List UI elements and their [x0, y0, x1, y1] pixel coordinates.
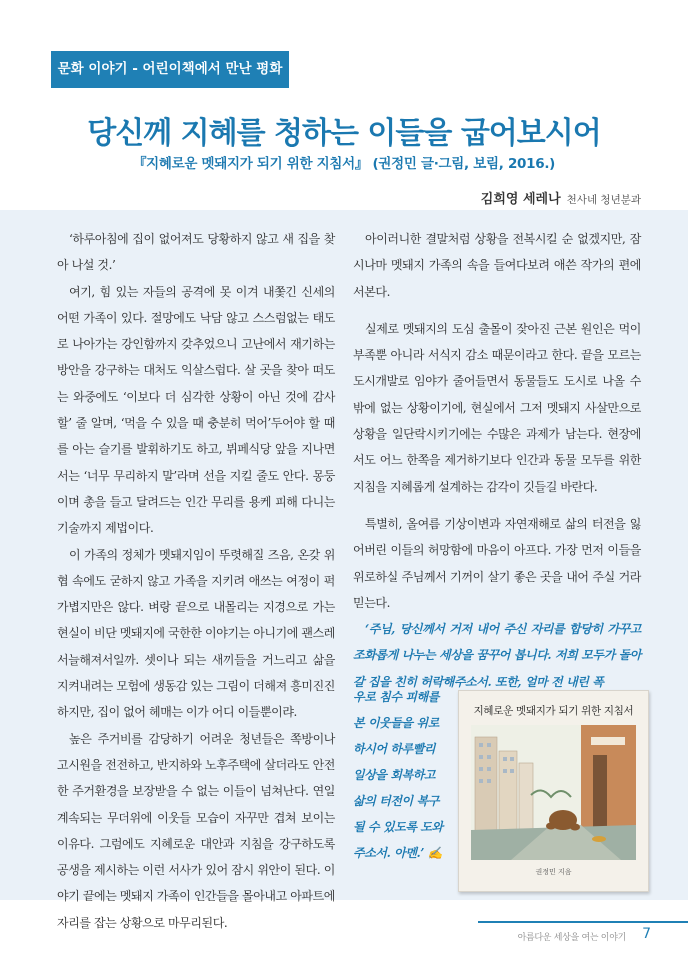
- paragraph: 아이러니한 결말처럼 상황을 전복시킬 순 없겠지만, 잠시나마 멧돼지 가족의 속을 들여다보려 애쓴 작가의 편에 서본다.: [353, 232, 641, 299]
- article-headline: 당신께 지혜를 청하는 이들을 굽어보시어: [87, 116, 601, 151]
- page-number: 7: [642, 926, 651, 942]
- prayer-text-continued: [353, 684, 450, 866]
- paragraph: 실제로 멧돼지의 도심 출몰이 잦아진 근본 원인은 먹이 부족뿐 아니라 서식지 감소 때문이라고 한다. 끝을 모르는 도시개발로 임야가 줄어들면서 동물들도 도시로 나올 수밖에 없는 상황이기에, 현실에서 그저 멧돼지 사살만으로 상황을 일단락시키기에는 수많은 과제가 남는다. 현장에서도 어느 한쪽을 제거하기보다 인간과 동물 모두를 위한 지침을 지혜롭게 설계하는 감각이 깃들길 바란다.: [353, 321, 641, 494]
- paragraph: 여기, 힘 있는 자들의 공격에 못 이겨 내쫓긴 신세의 어떤 가족이 있다. 절망에도 낙담 않고 스스럼없는 태도로 나아가는 강인함까지 갖추었으니 고난에서 재기하는 방안을 강구하는 대처도 익살스럽다. 살 곳을 찾아 떠도는 와중에도 ‘이보다 더 심각한 상황이 아닌 것에 감사할’ 줄 알며, ‘먹을 수 있을 때 충분히 먹어’두어야 할 때를 아는 슬기를 발휘하기도 하고, 뷔페식당 앞을 지나면서는 ‘너무 무리하지 말’라며 선을 지킬 줄도 안다. 몽둥이며 총을 들고 달려드는 인간 무리를 용케 피해 다니는 기술까지 제법이다.: [57, 284, 335, 536]
- book-cover-author: 권정민 지음: [535, 868, 572, 876]
- prayer-text: ‘주님, 당신께서 거저 내어 주신 자리를 합당히 가꾸고 조화롭게 나누는 세상을 꿈꾸어 봅니다. 저희 모두가 돌아갈 집을 친히 허락해주소서. 또한, 얼마 전 내린 폭: [353, 622, 641, 689]
- author-name: 김희영 세레나: [480, 192, 561, 207]
- book-reference: 『지혜로운 멧돼지가 되기 위한 지침서』 (권정민 글·그림, 보림, 2016.): [132, 156, 556, 172]
- paragraph: ‘하루아침에 집이 없어져도 당황하지 않고 새 집을 찾아 나설 것.’: [57, 232, 335, 273]
- right-column: [353, 226, 641, 695]
- footer-rule: [478, 921, 688, 923]
- book-cover-illustration: [471, 725, 636, 860]
- footer-title: 아름다운 세상을 여는 이야기: [517, 933, 626, 943]
- paragraph: 높은 주거비를 감당하기 어려운 청년들은 쪽방이나 고시원을 전전하고, 반지하와 노후주택에 살더라도 안전한 주거환경을 보장받을 수 없는 이들이 넘쳐난다. 연일 계속되는 무더위에 이웃들 모습이 자꾸만 겹쳐 보이는 이유다. 그럼에도 지혜로운 대안과 지침을 강구하도록 공생을 제시하는 이런 서사가 있어 잠시 위안이 된다. 이야기 끝에는 멧돼지 가족이 인간들을 몰아내고 아파트에 자리를 잡는 상황으로 마무리된다.: [57, 731, 335, 930]
- praying-hands-icon: ✍: [427, 846, 443, 860]
- paragraph: 이 가족의 정체가 멧돼지임이 뚜렷해질 즈음, 온갖 위협 속에도 굳하지 않고 가족을 지키려 애쓰는 여정이 퍽 가볍지만은 않다. 벼랑 끝으로 내몰리는 지경으로 가는 현실이 비단 멧돼지에 국한한 이야기는 아니기에 괜스레 서늘해져서일까. 셋이나 되는 새끼들을 거느리고 삶을 지켜내려는 모험에 생동감 있는 그림이 더해져 흥미진진하지만, 집이 없어 헤매는 이가 어디 이들뿐이랴.: [57, 547, 335, 720]
- prayer-side-text: 우로 침수 피해를 본 이웃들을 위로하시어 하루빨리 일상을 회복하고 삶의 터전이 복구될 수 있도록 도와주소서. 아멘.’: [353, 690, 443, 860]
- section-tag: 문화 이야기 - 어린이책에서 만난 평화: [51, 51, 289, 88]
- author-affiliation: 천사네 청년분과: [566, 194, 641, 206]
- book-cover-image: [458, 690, 649, 892]
- book-cover-title: 지혜로운 멧돼지가 되기 위한 지침서: [473, 705, 634, 717]
- paragraph: 특별히, 올여름 기상이변과 자연재해로 삶의 터전을 잃어버린 이들의 허망함에 마음이 아프다. 가장 먼저 이들을 위로하실 주님께서 기꺼이 살기 좋은 곳을 내어 주실 거라 믿는다.: [353, 516, 641, 610]
- byline: [481, 188, 641, 207]
- left-column: [57, 226, 335, 936]
